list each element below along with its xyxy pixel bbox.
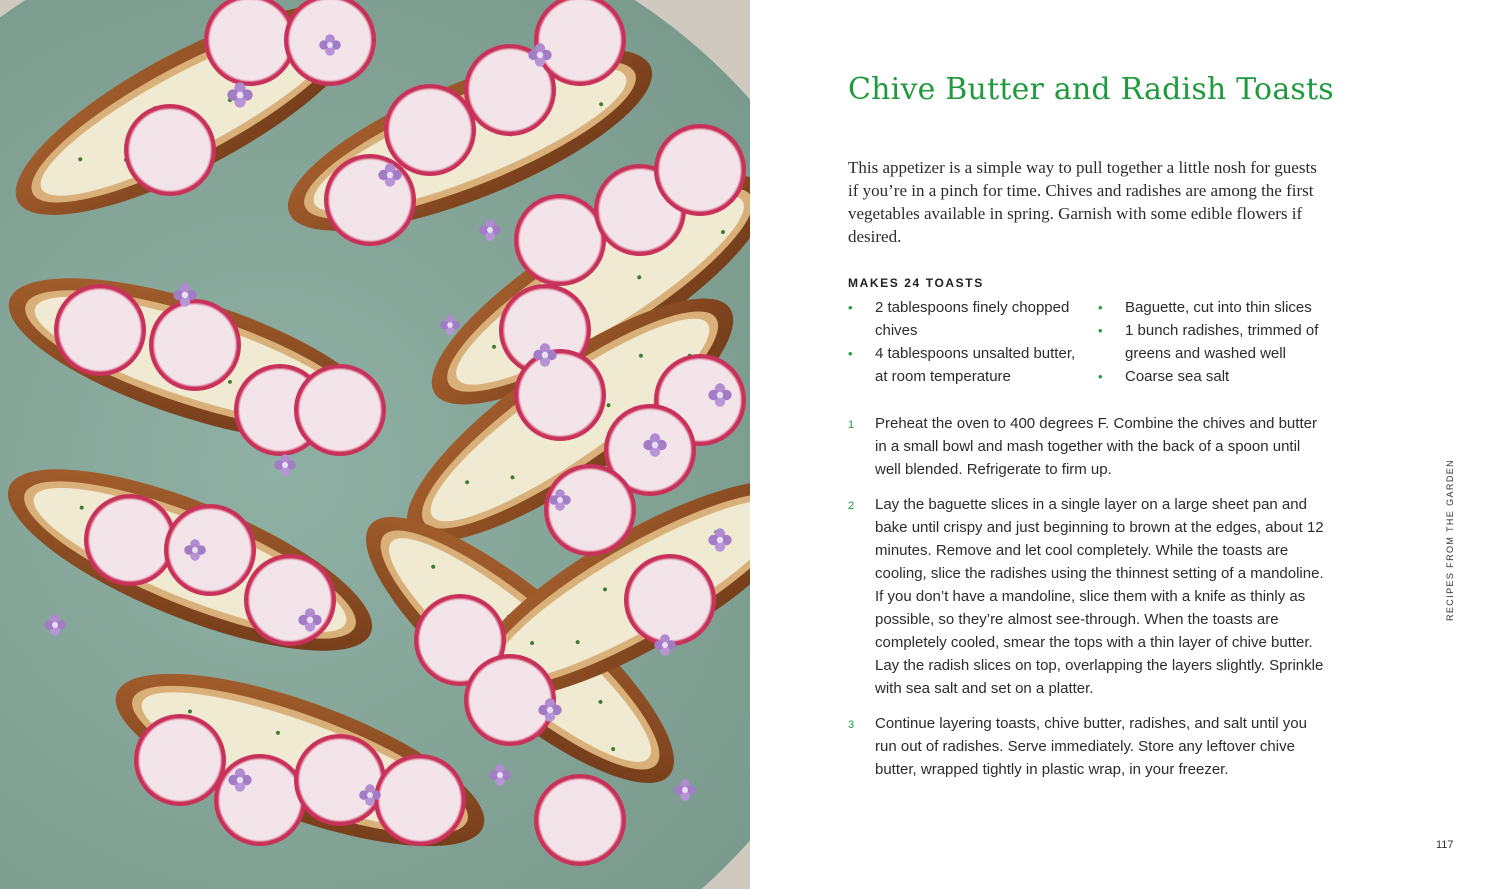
ingredient-item [848, 296, 1078, 342]
ingredient-item [848, 342, 1078, 388]
ingredient-text: 4 tablespoons unsalted butter, at room temperature [875, 345, 1076, 385]
bullet-icon: • [848, 346, 853, 361]
ingredient-item [1098, 296, 1328, 319]
bullet-icon: • [1098, 300, 1103, 315]
bullet-icon: • [1098, 369, 1103, 384]
page-number: 117 [1436, 839, 1454, 851]
step-item [848, 493, 1328, 700]
step-text: Continue layering toasts, chive butter, radishes, and salt until you run out of radishes. Serve immediately. Store any leftover chive butter, wrapped tightly in plastic wrap, in your freezer. [875, 715, 1307, 778]
recipe-yield: MAKES 24 TOASTS [848, 276, 984, 290]
section-running-head: RECIPES FROM THE GARDEN [1445, 458, 1455, 622]
ingredient-item [1098, 365, 1328, 388]
ingredient-text: 1 bunch radishes, trimmed of greens and washed well [1125, 322, 1319, 362]
ingredients-column-2 [1098, 296, 1328, 388]
ingredient-text: Coarse sea salt [1125, 368, 1230, 385]
recipe-intro: This appetizer is a simple way to pull together a little nosh for guests if you’re in a pinch for time. Chives and radishes are among the first vegetables available in spring. Garnish with some edible flowers if desired. [848, 158, 1317, 246]
step-item [848, 712, 1328, 781]
bullet-icon: • [1098, 323, 1103, 338]
recipe-title: Chive Butter and Radish Toasts [848, 72, 1334, 107]
step-number: 3 [848, 719, 855, 731]
step-number: 1 [848, 419, 855, 431]
method-steps [848, 412, 1328, 793]
ingredients-column-1 [848, 296, 1078, 388]
step-item [848, 412, 1328, 481]
ingredient-item [1098, 319, 1328, 365]
ingredient-text: Baguette, cut into thin slices [1125, 299, 1312, 316]
step-text: Preheat the oven to 400 degrees F. Combine the chives and butter in a small bowl and mash together with the back of a spoon until well blended. Refrigerate to firm up. [875, 415, 1317, 478]
step-text: Lay the baguette slices in a single layer on a large sheet pan and bake until crispy and just beginning to brown at the edges, about 12 minutes. Remove and let cool completely. While the toasts are cooling, slice the radishes using the thinnest setting of a mandoline. If you don’t have a mandoline, slice them with a knife as thinly as possible, so they’re almost see-through. When the toasts are completely cooled, smear the tops with a thin layer of chive butter. Lay the radish slices on top, overlapping the layers slightly. Sprinkle with sea salt and set on a platter. [875, 496, 1324, 697]
recipe-page [750, 0, 1500, 889]
bullet-icon: • [848, 300, 853, 315]
ingredient-text: 2 tablespoons finely chopped chives [875, 299, 1070, 339]
step-number: 2 [848, 500, 855, 512]
